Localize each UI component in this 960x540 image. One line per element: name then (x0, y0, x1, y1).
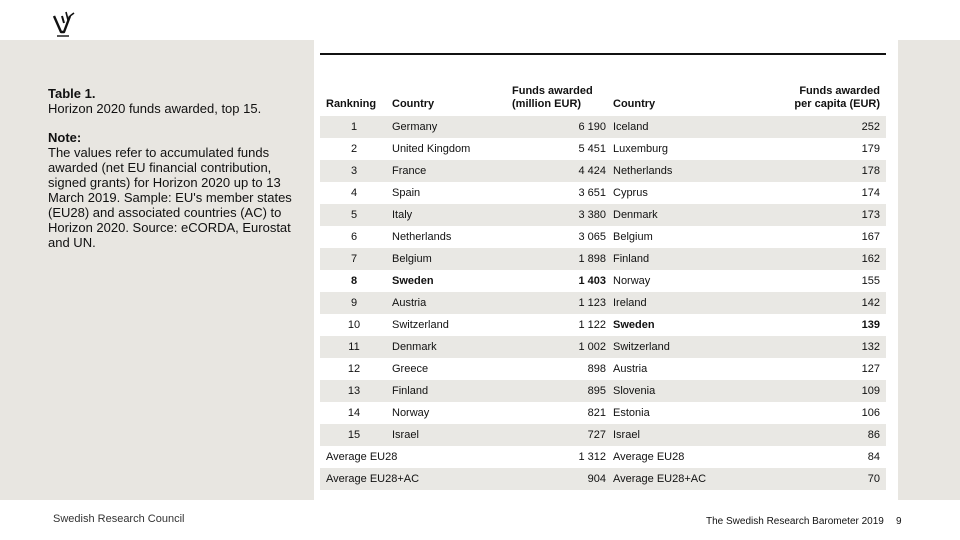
per-capita-cell: 167 (861, 231, 880, 243)
per-capita-cell: 179 (861, 143, 880, 155)
funds-cell: 895 (587, 385, 606, 397)
funds-cell: 6 190 (578, 121, 606, 133)
rank-cell: 4 (350, 187, 358, 199)
rank-cell: 9 (350, 297, 358, 309)
funds-cell: 898 (587, 363, 606, 375)
funds-cell: 3 651 (578, 187, 606, 199)
note-text: The values refer to accumulated funds awarded (net EU financial contribution, signed grants) for Horizon 2020 up to 13 March 2019. Sample: EU's member states (EU28) and associated countries (AC) to Horizon 2020. Source: eCORDA, Eurostat and UN. (48, 145, 292, 250)
per-capita-cell: 178 (861, 165, 880, 177)
per-capita-cell: 86 (867, 429, 880, 441)
average-row (320, 446, 886, 468)
table-row (320, 424, 886, 446)
per-capita-cell: 174 (861, 187, 880, 199)
country-per-capita-cell: Iceland (613, 121, 649, 133)
country-per-capita-cell: Israel (613, 429, 640, 441)
rank-cell: 1 (350, 121, 358, 133)
footer-organization: Swedish Research Council (53, 513, 185, 525)
country-per-capita-cell: Estonia (613, 407, 650, 419)
per-capita-cell: 173 (861, 209, 880, 221)
average-label-2: Average EU28+AC (613, 473, 707, 485)
country-cell: Spain (392, 187, 421, 199)
country-cell: Norway (392, 407, 430, 419)
rank-cell: 13 (347, 385, 361, 397)
table-row (320, 336, 886, 358)
table-row (320, 292, 886, 314)
table-row (320, 358, 886, 380)
country-cell: Denmark (392, 341, 437, 353)
table-row (320, 402, 886, 424)
table-row (320, 182, 886, 204)
swedish-research-council-logo-icon (48, 10, 78, 38)
header-country: Country (392, 98, 435, 110)
average-funds-cell: 904 (587, 473, 606, 485)
table-row (320, 116, 886, 138)
country-per-capita-cell: Norway (613, 275, 651, 287)
table-row (320, 314, 886, 336)
funds-cell: 1 002 (578, 341, 606, 353)
header-funds-line2: (million EUR) (512, 98, 582, 110)
header-rank: Rankning (326, 98, 377, 110)
country-cell: Switzerland (392, 319, 449, 331)
table-body (320, 116, 886, 490)
country-per-capita-cell: Switzerland (613, 341, 670, 353)
per-capita-cell: 142 (861, 297, 880, 309)
average-label: Average EU28+AC (326, 473, 420, 485)
table-row (320, 248, 886, 270)
country-per-capita-cell: Austria (613, 363, 648, 375)
country-cell: Sweden (392, 275, 434, 287)
header-capita-line2: per capita (EUR) (794, 98, 880, 110)
country-per-capita-cell: Belgium (613, 231, 653, 243)
per-capita-cell: 132 (861, 341, 880, 353)
rank-cell: 10 (347, 319, 361, 331)
country-per-capita-cell: Luxemburg (613, 143, 669, 155)
rank-cell: 7 (350, 253, 358, 265)
country-cell: Israel (392, 429, 419, 441)
table-caption-title: Table 1. (48, 86, 96, 101)
per-capita-cell: 139 (861, 319, 880, 331)
table-row (320, 204, 886, 226)
per-capita-cell: 155 (861, 275, 880, 287)
table-description (48, 86, 298, 250)
country-per-capita-cell: Cyprus (613, 187, 648, 199)
country-cell: Greece (392, 363, 429, 375)
country-per-capita-cell: Denmark (613, 209, 658, 221)
funds-cell: 1 122 (578, 319, 606, 331)
table-row (320, 138, 886, 160)
funds-cell: 3 065 (578, 231, 606, 243)
per-capita-cell: 106 (861, 407, 880, 419)
per-capita-cell: 109 (861, 385, 880, 397)
rank-cell: 8 (350, 275, 358, 287)
country-cell: Finland (392, 385, 429, 397)
funds-cell: 3 380 (578, 209, 606, 221)
rank-cell: 3 (350, 165, 358, 177)
page-number: 9 (896, 516, 902, 527)
country-per-capita-cell: Finland (613, 253, 650, 265)
table-caption-subtitle: Horizon 2020 funds awarded, top 15. (48, 101, 262, 116)
average-label-2: Average EU28 (613, 451, 685, 463)
table-top-rule (320, 53, 886, 55)
average-per-capita-cell: 70 (867, 473, 880, 485)
country-cell: Belgium (392, 253, 432, 265)
rank-cell: 5 (350, 209, 358, 221)
country-cell: Austria (392, 297, 427, 309)
average-row (320, 468, 886, 490)
rank-cell: 15 (347, 429, 361, 441)
country-cell: Netherlands (392, 231, 452, 243)
country-cell: Italy (392, 209, 413, 221)
rank-cell: 12 (347, 363, 361, 375)
country-per-capita-cell: Netherlands (613, 165, 673, 177)
country-per-capita-cell: Slovenia (613, 385, 656, 397)
country-per-capita-cell: Sweden (613, 319, 655, 331)
funds-cell: 1 123 (578, 297, 606, 309)
per-capita-cell: 127 (861, 363, 880, 375)
average-per-capita-cell: 84 (867, 451, 880, 463)
header-capita (780, 85, 880, 111)
note-title: Note: (48, 130, 82, 145)
funds-cell: 727 (587, 429, 606, 441)
rank-cell: 2 (350, 143, 358, 155)
per-capita-cell: 162 (861, 253, 880, 265)
rank-cell: 11 (348, 341, 360, 353)
country-cell: Germany (392, 121, 438, 133)
table-row (320, 226, 886, 248)
per-capita-cell: 252 (861, 121, 880, 133)
header-capita-line1: Funds awarded (799, 85, 880, 97)
header-country-2: Country (613, 98, 656, 110)
country-per-capita-cell: Ireland (613, 297, 647, 309)
funds-cell: 821 (587, 407, 606, 419)
header-funds (512, 85, 593, 111)
average-funds-cell: 1 312 (578, 451, 606, 463)
average-label: Average EU28 (326, 451, 398, 463)
table-row (320, 270, 886, 292)
table-row (320, 160, 886, 182)
funds-cell: 5 451 (578, 143, 606, 155)
funds-cell: 1 403 (578, 275, 606, 287)
country-cell: United Kingdom (392, 143, 471, 155)
table-row (320, 380, 886, 402)
rank-cell: 6 (350, 231, 358, 243)
rank-cell: 14 (347, 407, 361, 419)
funds-cell: 4 424 (578, 165, 606, 177)
funds-cell: 1 898 (578, 253, 606, 265)
header-funds-line1: Funds awarded (512, 85, 593, 97)
country-cell: France (392, 165, 427, 177)
footer-report-title: The Swedish Research Barometer 2019 (706, 516, 884, 527)
